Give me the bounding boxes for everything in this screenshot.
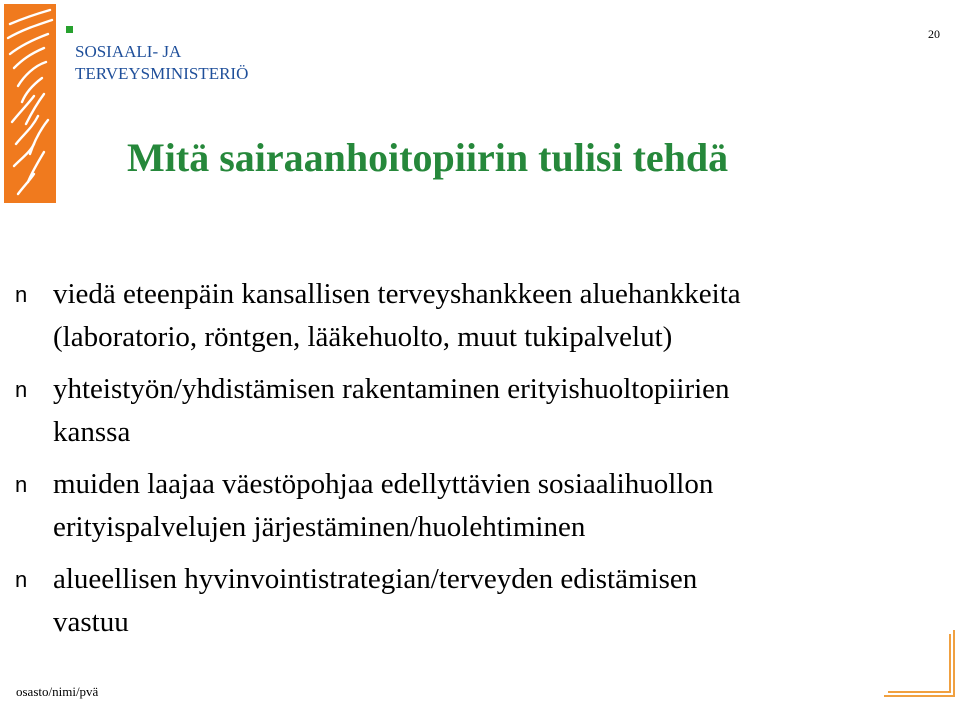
bullet-item <box>15 558 915 644</box>
bullet-marker-icon: n <box>15 567 28 592</box>
logo-figure-icon <box>4 4 56 203</box>
bullet-item <box>15 463 915 549</box>
bullet-marker-icon: n <box>15 282 28 307</box>
page-number: 20 <box>928 27 940 41</box>
footer-text: osasto/nimi/pvä <box>16 684 99 699</box>
ministry-logo <box>4 4 56 203</box>
slide-title: Mitä sairaanhoitopiirin tulisi tehdä <box>127 135 729 180</box>
header-bullet-square <box>66 26 73 33</box>
organization-name: SOSIAALI- JA TERVEYSMINISTERIÖ <box>75 42 249 83</box>
bullet-text: yhteistyön/yhdistämisen rakentaminen erityishuoltopiirien kanssa <box>53 373 730 448</box>
bullet-marker-icon: n <box>15 377 28 402</box>
bullet-text: muiden laajaa väestöpohjaa edellyttävien sosiaalihuollon erityispalvelujen järjestäminen/huolehtiminen <box>53 468 714 543</box>
bullet-list <box>15 273 915 653</box>
bullet-text: viedä eteenpäin kansallisen terveyshankkeen aluehankkeita (laboratorio, röntgen, lääkehuolto, muut tukipalvelut) <box>53 278 741 353</box>
bullet-item <box>15 273 915 359</box>
bullet-text: alueellisen hyvinvointistrategian/terveyden edistämisen vastuu <box>53 563 698 638</box>
bullet-marker-icon: n <box>15 472 28 497</box>
bullet-item <box>15 368 915 454</box>
corner-decoration-icon <box>882 628 960 700</box>
